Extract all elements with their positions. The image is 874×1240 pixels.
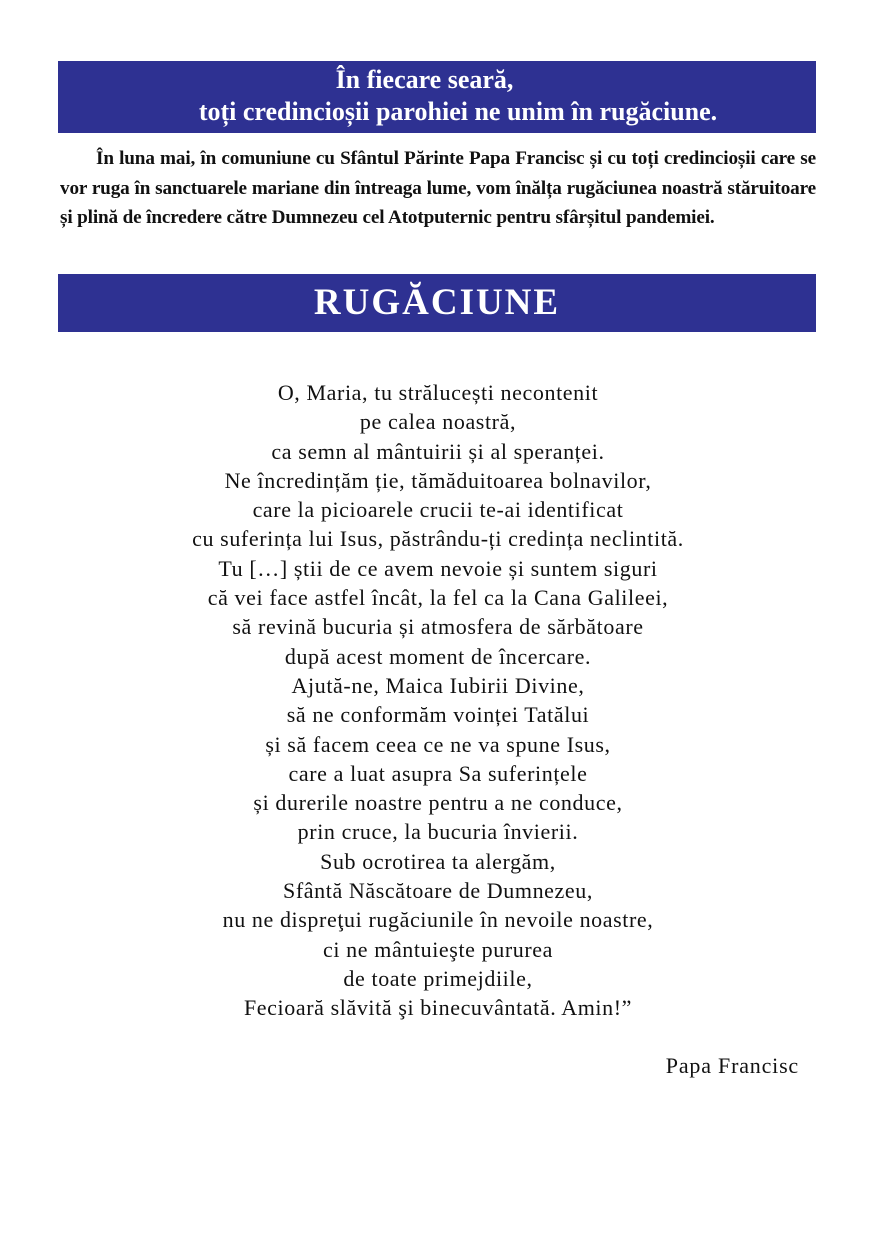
signature: Papa Francisc: [665, 1053, 799, 1078]
prayer-line: să revină bucuria și atmosfera de sărbătoare: [232, 614, 644, 640]
prayer-line: că vei face astfel încât, la fel ca la Cana Galileei,: [207, 585, 669, 611]
prayer-line: cu suferința lui Isus, păstrându-ți credința neclintită.: [192, 526, 684, 552]
prayer-line: Ne încredințăm ție, tămăduitoarea bolnavilor,: [224, 467, 652, 493]
prayer-text: [60, 378, 816, 1023]
prayer-line: și durerile noastre pentru a ne conduce,: [253, 790, 623, 816]
prayer-line: care la picioarele crucii te-ai identificat: [252, 497, 624, 523]
header-line-1: În fiecare seară,: [335, 65, 514, 94]
prayer-line: Sfântă Născătoare de Dumnezeu,: [283, 878, 593, 904]
prayer-line: și să facem ceea ce ne va spune Isus,: [265, 731, 611, 757]
section-title-banner: [58, 274, 816, 332]
prayer-line: O, Maria, tu strălucești necontenit: [277, 380, 599, 405]
prayer-line: ca semn al mântuirii și al speranței.: [271, 438, 605, 464]
intro-paragraph: În luna mai, în comuniune cu Sfântul Părinte Papa Francisc și cu toți credincioșii care se vor ruga în sanctuarele mariane din întreaga lume, vom înălța rugăciunea noastră stăruitoare și plină de încredere către Dumnezeu cel Atotputernic pentru sfârșitul pandemiei.: [60, 148, 816, 228]
prayer-line: prin cruce, la bucuria învierii.: [297, 819, 579, 845]
header-line-2: toți credincioșii parohiei ne unim în rugăciune.: [198, 97, 718, 126]
prayer-line: Fecioară slăvită şi binecuvântată. Amin!”: [243, 995, 633, 1021]
prayer-line: după acest moment de încercare.: [284, 643, 592, 669]
prayer-line: care a luat asupra Sa suferințele: [288, 760, 588, 786]
prayer-line: Ajută-ne, Maica Iubirii Divine,: [291, 672, 585, 698]
prayer-line: nu ne dispreţui rugăciunile în nevoile noastre,: [222, 907, 654, 933]
prayer-line: să ne conformăm voinței Tatălui: [286, 702, 590, 728]
prayer-line: de toate primejdiile,: [343, 965, 533, 991]
prayer-line: pe calea noastră,: [359, 409, 517, 435]
section-title: RUGĂCIUNE: [313, 282, 561, 323]
prayer-line: Sub ocrotirea ta alergăm,: [320, 848, 556, 874]
header-banner: [58, 61, 816, 133]
prayer-line: ci ne mântuieşte pururea: [322, 936, 554, 962]
prayer-line: Tu […] știi de ce avem nevoie și suntem siguri: [218, 555, 658, 581]
